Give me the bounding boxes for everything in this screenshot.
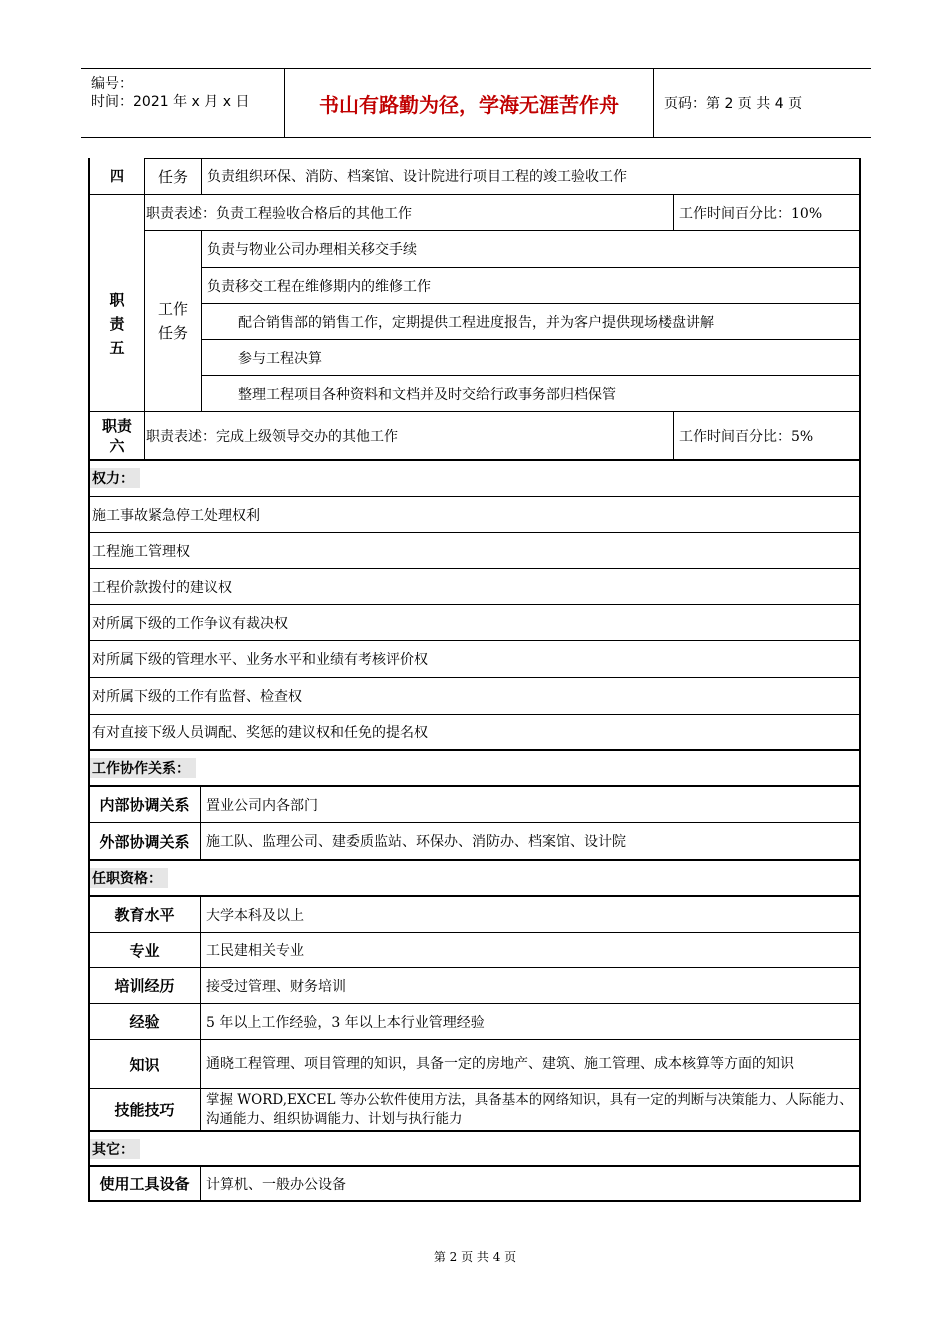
skills-value: 掌握 WORD,EXCEL 等办公软件使用方法，具备基本的网络知识，具有一定的判断与决策能力、人际能力、沟通能力、组织协调能力、计划与执行能力 xyxy=(206,1091,853,1127)
duty-5-label: 职 责 五 xyxy=(109,290,125,357)
header-page-number: 页码：第 2 页 共 4 页 xyxy=(664,96,803,112)
relations-title: 工作协作关系： xyxy=(90,758,196,778)
duty-5-task: 负责与物业公司办理相关移交手续 xyxy=(207,242,417,258)
duty-5-task: 配合销售部的销售工作，定期提供工程进度报告，并为客户提供现场楼盘讲解 xyxy=(238,314,714,331)
power-item: 对所属下级的工作有监督、检查权 xyxy=(92,689,302,705)
header-motto: 书山有路勤为径，学海无涯苦作舟 xyxy=(285,69,654,137)
other-title: 其它： xyxy=(90,1139,140,1159)
duty-6-time-percent: 工作时间百分比：5% xyxy=(679,428,814,445)
external-relations-label: 外部协调关系 xyxy=(99,832,190,851)
duty-5-task: 整理工程项目各种资料和文档并及时交给行政事务部归档保管 xyxy=(238,386,616,403)
page-footer: 第 2 页 共 4 页 xyxy=(433,1250,517,1264)
relations-section-header xyxy=(90,751,858,785)
power-item: 工程施工管理权 xyxy=(92,543,190,560)
education-label: 教育水平 xyxy=(114,906,175,924)
tools-value: 计算机、一般办公设备 xyxy=(206,1176,346,1193)
duty-5-description: 职责表述：负责工程验收合格后的其他工作 xyxy=(146,206,412,222)
major-value: 工民建相关专业 xyxy=(206,943,304,959)
skills-label: 技能技巧 xyxy=(114,1101,175,1119)
experience-value: 5 年以上工作经验，3 年以上本行业管理经验 xyxy=(206,1014,485,1031)
qualifications-section-header xyxy=(90,861,858,895)
knowledge-label: 知识 xyxy=(129,1055,160,1074)
document-date: 时间：2021 年 x 月 x 日 xyxy=(91,94,250,110)
job-description-table xyxy=(88,158,861,1202)
major-label: 专业 xyxy=(129,941,160,960)
duty-5-task-label: 工作 任务 xyxy=(157,300,188,342)
power-item: 对所属下级的管理水平、业务水平和业绩有考核评价权 xyxy=(92,652,428,668)
powers-section-header xyxy=(90,461,858,495)
duty-5-task: 负责移交工程在维修期内的维修工作 xyxy=(207,278,431,295)
internal-relations-label: 内部协调关系 xyxy=(99,796,190,814)
tools-label: 使用工具设备 xyxy=(99,1175,190,1193)
experience-label: 经验 xyxy=(129,1013,160,1031)
duty-4-task: 负责组织环保、消防、档案馆、设计院进行项目工程的竣工验收工作 xyxy=(207,169,627,185)
power-item: 施工事故紧急停工处理权利 xyxy=(92,507,260,524)
page-header xyxy=(81,68,871,138)
other-section-header xyxy=(90,1132,858,1165)
document-number-label: 编号： xyxy=(91,76,133,92)
internal-relations: 置业公司内各部门 xyxy=(206,797,318,814)
education-value: 大学本科及以上 xyxy=(206,907,304,924)
duty-5-task: 参与工程决算 xyxy=(238,350,322,367)
external-relations: 施工队、监理公司、建委质监站、环保办、消防办、档案馆、设计院 xyxy=(206,834,626,850)
power-item: 有对直接下级人员调配、奖惩的建议权和任免的提名权 xyxy=(92,725,428,741)
header-meta xyxy=(81,69,285,137)
powers-title: 权力： xyxy=(90,468,140,488)
qualifications-title: 任职资格： xyxy=(90,868,168,888)
power-item: 工程价款拨付的建议权 xyxy=(92,579,232,596)
knowledge-value: 通晓工程管理、项目管理的知识，具备一定的房地产、建筑、施工管理、成本核算等方面的知识 xyxy=(206,1056,794,1072)
power-item: 对所属下级的工作争议有裁决权 xyxy=(92,615,288,632)
duty-6-description: 职责表述：完成上级领导交办的其他工作 xyxy=(146,428,398,445)
duty-4-task-label: 任务 xyxy=(157,167,188,186)
duty-4-label: 四 xyxy=(110,169,124,185)
duty-5-time-percent: 工作时间百分比：10% xyxy=(679,206,823,222)
duty-6-label: 职责 六 xyxy=(101,416,132,455)
training-label: 培训经历 xyxy=(114,977,175,995)
training-value: 接受过管理、财务培训 xyxy=(206,978,346,995)
